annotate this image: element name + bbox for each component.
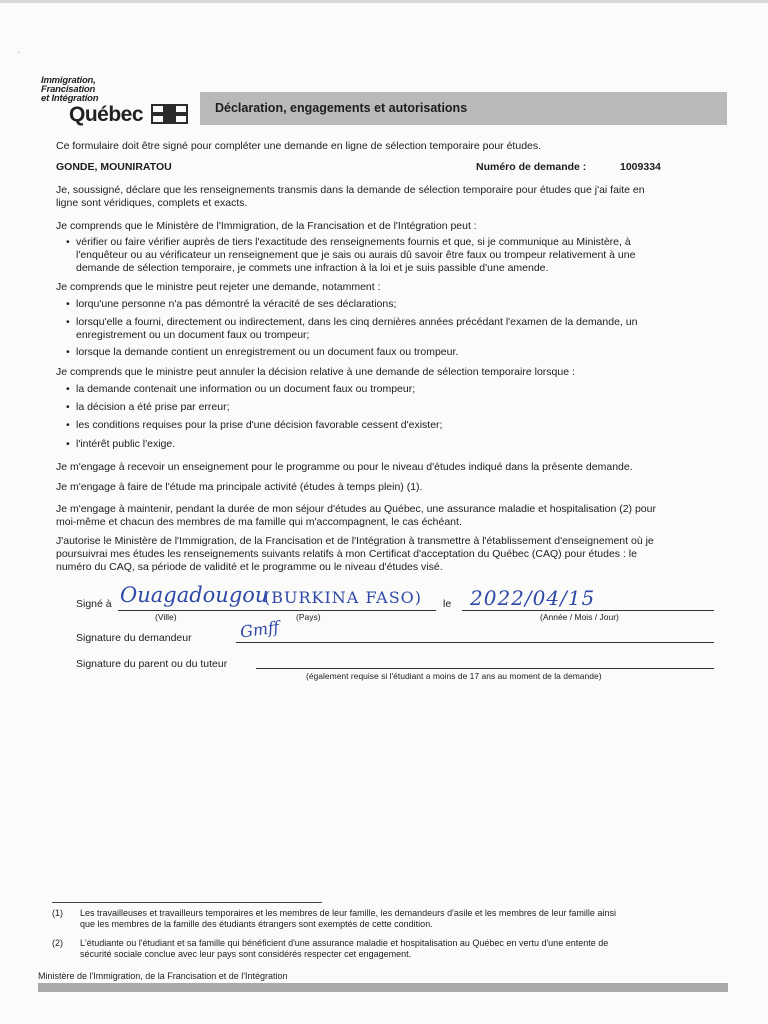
country-handwritten: (BURKINA FASO) [264, 588, 423, 607]
parent-signature-note: (également requise si l'étudiant a moins de 17 ans au moment de la demande) [306, 671, 602, 681]
intro-text: Ce formulaire doit être signé pour compléter une demande en ligne de sélection temporaire pour études. [56, 140, 542, 152]
city-caption: (Ville) [155, 612, 177, 622]
engagement-text: moi-même et chacun des membres de ma famille qui m'accompagnent, le cas échéant. [56, 516, 462, 528]
quebec-logo [38, 76, 198, 132]
engagement-text: Je m'engage à maintenir, pendant la durée de mon séjour d'études au Québec, une assurance maladie et hospitalisation (2) pour [56, 503, 656, 515]
section-heading: Je comprends que le ministre peut rejeter une demande, notamment : [56, 281, 381, 293]
bullet-item: • l'intérêt public l'exige. [76, 438, 175, 451]
footnote-text: Les travailleuses et travailleurs temporaires et les membres de leur famille, les demandeurs d'asile et les membres de leur famille ainsi que les membres de la famille des étudiants étrangers sont exemptés de cette condition. [80, 908, 616, 929]
request-number-label: Numéro de demande : [476, 161, 587, 173]
bullet-item: • vérifier ou faire vérifier auprès de tiers l'exactitude des renseignements fournis et que, si je communique au Ministère, à [76, 236, 631, 249]
date-caption: (Année / Mois / Jour) [540, 612, 619, 622]
engagement-text: Je m'engage à faire de l'étude ma principale activité (études à temps plein) (1). [56, 481, 423, 493]
date-line [462, 610, 714, 611]
parent-signature-label: Signature du parent ou du tuteur [76, 658, 228, 670]
city-handwritten: Ouagadougou [120, 583, 269, 607]
footer-ministry: Ministère de l'Immigration, de la Francisation et de l'Intégration [38, 971, 288, 981]
section-heading: Je comprends que le ministre peut annuler la décision relative à une demande de sélection temporaire lorsque : [56, 366, 575, 378]
section-heading: Je comprends que le Ministère de l'Immigration, de la Francisation et de l'Intégration peut : [56, 220, 477, 232]
bullet-item-continued: enregistrement ou un document faux ou trompeur; [76, 329, 310, 341]
date-on-label: le [443, 598, 452, 610]
page-title: Déclaration, engagements et autorisations [215, 101, 468, 115]
bullet-item: • les conditions requises pour la prise d'une décision favorable cessent d'exister; [76, 419, 442, 432]
footnote-number: (2) [52, 938, 63, 948]
footnote-number: (1) [52, 908, 63, 918]
declaration-line: ligne sont véridiques, complets et exacts. [56, 197, 248, 209]
scan-edge [0, 0, 768, 3]
quebec-wordmark: Québec [69, 103, 144, 126]
scan-mark: ʹ [18, 50, 20, 60]
authorization-text: poursuivrai mes études les renseignements suivants relatifs à mon Certificat d'acceptation du Québec (CAQ) pour études : le [56, 548, 637, 560]
footnote-separator [52, 902, 322, 903]
bullet-item: • la demande contenait une information ou un document faux ou trompeur; [76, 383, 415, 396]
bullet-item: • lorsqu'elle a fourni, directement ou indirectement, dans les cinq dernières années précédant l'examen de la demande, un [76, 316, 637, 329]
bullet-item-continued: l'enquêteur ou au vérificateur un renseignement que je sais ou aurais dû savoir être faux ou trompeur relativement à une [76, 249, 636, 261]
country-caption: (Pays) [296, 612, 321, 622]
bullet-item: • lorqu'une personne n'a pas démontré la véracité de ses déclarations; [76, 298, 396, 311]
engagement-text: Je m'engage à recevoir un enseignement pour le programme ou pour le niveau d'études indiqué dans la présente demande. [56, 461, 633, 473]
request-number: 1009334 [620, 161, 661, 173]
bullet-item-continued: demande de sélection temporaire, je commets une infraction à la loi et je suis passible d'une amende. [76, 262, 549, 274]
ministry-name: Immigration, Francisation et Intégration [41, 75, 99, 104]
authorization-text: numéro du CAQ, sa période de validité et le programme ou le niveau d'études visé. [56, 561, 443, 573]
footnote-text: L'étudiante ou l'étudiant et sa famille qui bénéficient d'une assurance maladie et hospitalisation au Québec en vertu d'une entente de sécurité sociale conclue avec leur pays sont considérés respecter cet engagement. [80, 938, 609, 959]
parent-signature-line [256, 668, 714, 669]
header-bar [200, 92, 727, 125]
city-country-line [118, 610, 436, 611]
applicant-name: GONDE, MOUNIRATOU [56, 161, 172, 173]
bullet-item: • lorsque la demande contient un enregistrement ou un document faux ou trompeur. [76, 346, 458, 359]
applicant-signature-label: Signature du demandeur [76, 632, 192, 644]
date-handwritten: 2022/04/15 [470, 586, 596, 610]
quebec-flag-icon [151, 104, 188, 124]
footer-bar [38, 983, 728, 992]
bullet-item: • la décision a été prise par erreur; [76, 401, 230, 414]
signed-at-label: Signé à [76, 598, 112, 610]
applicant-signature: Gmff [238, 617, 281, 642]
declaration-line: Je, soussigné, déclare que les renseignements transmis dans la demande de sélection temporaire pour études que j'ai faite en [56, 184, 645, 196]
applicant-signature-line [236, 642, 714, 643]
authorization-text: J'autorise le Ministère de l'Immigration, de la Francisation et de l'Intégration à transmettre à l'établissement d'enseignement où je [56, 535, 654, 547]
